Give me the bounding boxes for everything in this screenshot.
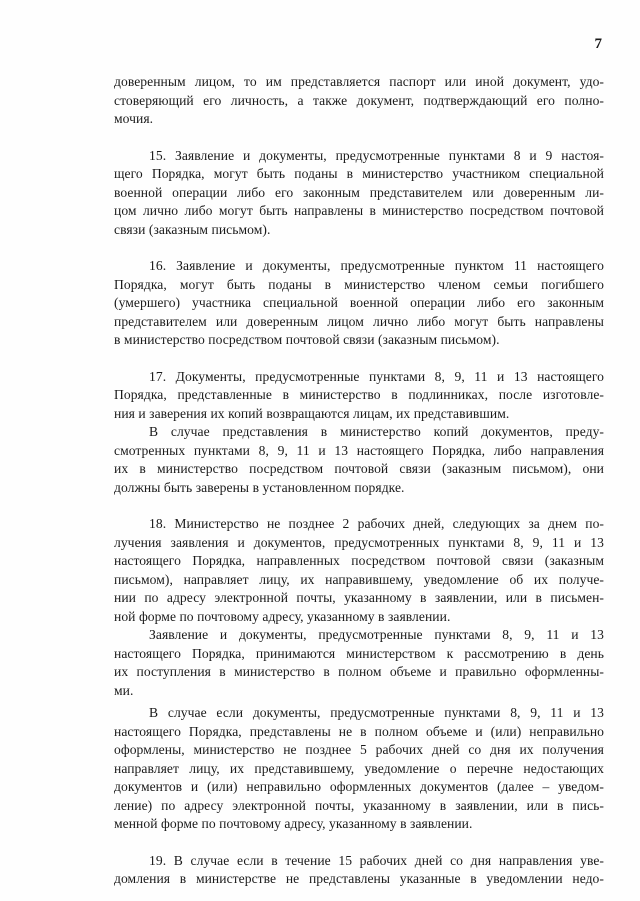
text-line: щего Порядка, могут быть поданы в министерство участником специальной (114, 166, 604, 181)
text-line: В случае если документы, предусмотренные пунктами 8, 9, 11 и 13 (149, 705, 604, 720)
text-line: ление) по адресу электронной почты, указанному в заявлении, или в пись- (114, 797, 604, 813)
text-line: цом лично либо могут быть направлены в министерство посредством почтовой (114, 203, 604, 218)
text-line: их в министерство посредством почтовой связи (заказным письмом), они (114, 461, 604, 476)
text-line: оформлены, министерство не позднее 5 рабочих дней со дня их получения (114, 742, 604, 757)
text-line: должны быть заверены в установленном порядке. (114, 479, 405, 495)
text-line: лучения заявления и документов, предусмотренных пунктами 8, 9, 11 и 13 (114, 534, 604, 550)
text-line: направляет лицу, их представившему, уведомление о перечне недостающих (114, 760, 604, 776)
text-line: настоящего Порядка, принимаются министерством к рассмотрению в день (114, 645, 604, 661)
text-line: военной операции либо его законным представителем или доверенным ли- (114, 184, 604, 200)
text-line: В случае представления в министерство копий документов, преду- (149, 424, 604, 439)
text-line: ния и заверения их копий возвращаются лицам, их представившим. (114, 405, 510, 421)
text-line: 15. Заявление и документы, предусмотренные пунктами 8 и 9 настоя- (149, 147, 604, 163)
text-line: нии по адресу электронной почты, указанному в заявлении, или в письмен- (114, 590, 604, 605)
text-line: связи (заказным письмом). (114, 221, 271, 237)
paragraph-19 (114, 852, 604, 889)
text-line: настоящего Порядка, представлены не в полном объеме и (или) неправильно (114, 723, 604, 739)
paragraph-16 (114, 257, 604, 350)
text-line: Заявление и документы, предусмотренные пунктами 8, 9, 11 и 13 (149, 627, 604, 642)
paragraph-18-c (114, 704, 604, 834)
text-line: письмом), направляет лицу, их направившему, уведомление об их получе- (114, 571, 604, 587)
paragraph-17 (114, 368, 604, 424)
text-line: мочия. (114, 111, 154, 126)
text-line: их поступления в министерство в полном объеме и правильно оформленны- (114, 664, 604, 679)
text-line: Порядка, представленные в министерство в подлинниках, после изготовле- (114, 387, 604, 402)
text-line: ной форме по почтовому адресу, указанному в заявлении. (114, 608, 451, 624)
text-line: 18. Министерство не позднее 2 рабочих дней, следующих за днем по- (149, 516, 604, 531)
paragraph-17-b (114, 423, 604, 497)
text-line: ми. (114, 682, 134, 698)
text-line: документов и (или) неправильно оформленных документов (далее – уведом- (114, 779, 604, 794)
text-line: (умершего) участника специальной военной операции либо его законным (114, 295, 604, 310)
paragraph-15 (114, 147, 604, 240)
text-line: менной форме по почтовому адресу, указанному в заявлении. (114, 816, 473, 831)
text-line: в министерство посредством почтовой связи (заказным письмом). (114, 332, 500, 347)
text-line: доверенным лицом, то им представляется паспорт или иной документ, удо- (114, 74, 604, 89)
text-line: представителем или доверенным лицом лично либо могут быть направлены (114, 313, 604, 329)
text-line: Порядка, могут быть поданы в министерство членом семьи погибшего (114, 276, 604, 292)
text-line: домления в министерстве не представлены указанные в уведомлении недо- (114, 871, 604, 886)
paragraph-18 (114, 515, 604, 626)
text-line: настоящего Порядка, направленных посредством почтовой связи (заказным (114, 553, 604, 568)
text-line: 16. Заявление и документы, предусмотренные пунктом 11 настоящего (149, 258, 604, 273)
text-line: 17. Документы, предусмотренные пунктами 8, 9, 11 и 13 настоящего (149, 368, 604, 384)
document-body (114, 73, 604, 889)
text-line: смотренных пунктами 8, 9, 11 и 13 настоящего Порядка, либо направления (114, 442, 604, 458)
page-number: 7 (594, 36, 602, 52)
text-line: 19. В случае если в течение 15 рабочих дней со дня направления уве- (149, 852, 604, 868)
paragraph-18-b (114, 626, 604, 700)
text-line: стоверяющий его личность, а также документ, подтверждающий его полно- (114, 92, 604, 108)
paragraph-continuation (114, 73, 604, 129)
